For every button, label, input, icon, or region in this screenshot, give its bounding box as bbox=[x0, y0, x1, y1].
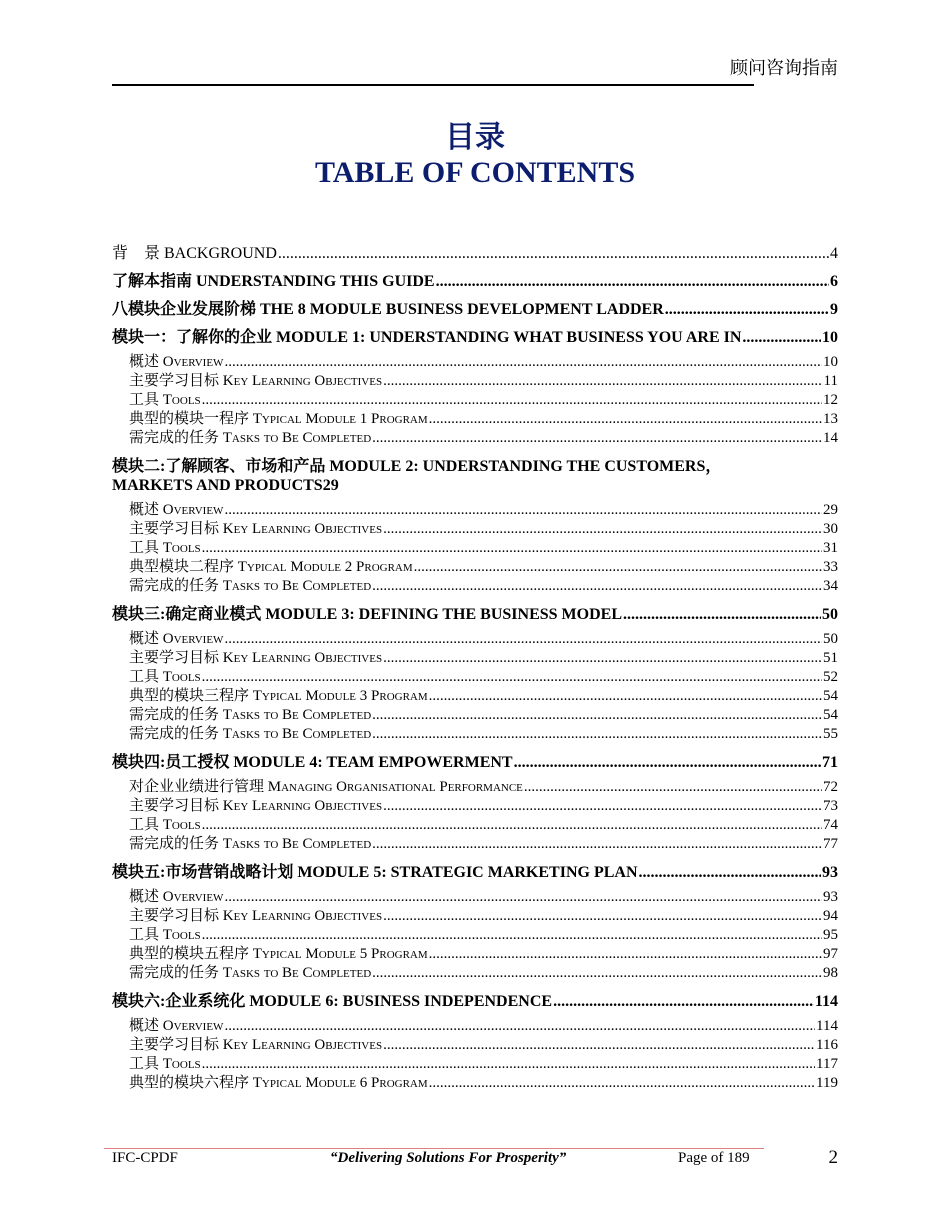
toc-subentry[interactable] bbox=[112, 1074, 838, 1093]
dot-leader bbox=[372, 706, 822, 725]
toc-title-en: TABLE OF CONTENTS bbox=[314, 156, 636, 189]
subentry-label-cn: 典型模块二程序 bbox=[129, 559, 238, 575]
subentry-page: 114 bbox=[816, 1018, 838, 1034]
dot-leader bbox=[553, 992, 814, 1011]
toc-subentry[interactable] bbox=[112, 687, 838, 706]
toc-subentry[interactable] bbox=[112, 630, 838, 649]
toc-entry-label: 模块四:员工授权 MODULE 4: TEAM EMPOWERMENT bbox=[112, 754, 513, 771]
dot-leader bbox=[224, 630, 822, 649]
subentry-label-en: Managing Organisational Performance bbox=[267, 779, 523, 795]
subentry-label-cn: 主要学习目标 bbox=[129, 373, 223, 389]
subentry-label-en: Tools bbox=[162, 540, 201, 556]
subentry-label-en: Key Learning Objectives bbox=[222, 1037, 383, 1053]
toc-subentry[interactable] bbox=[112, 778, 838, 797]
dot-leader bbox=[278, 244, 829, 263]
dot-leader bbox=[224, 353, 822, 372]
dot-leader bbox=[524, 778, 822, 797]
subentry-label-en: Tools bbox=[162, 1056, 201, 1072]
subentry-page: 55 bbox=[823, 726, 838, 742]
footer-page-label: Page of 189 bbox=[678, 1150, 750, 1166]
toc-subentry[interactable] bbox=[112, 353, 838, 372]
toc-entry-label: 了解本指南 UNDERSTANDING THIS GUIDE bbox=[112, 273, 435, 290]
subentry-label-cn: 主要学习目标 bbox=[129, 521, 223, 537]
toc-subentry[interactable] bbox=[112, 964, 838, 983]
subentry-label-en: Overview bbox=[162, 631, 224, 647]
subentry-label-cn: 对企业业绩进行管理 bbox=[129, 779, 268, 795]
subentry-page: 95 bbox=[823, 927, 838, 943]
subentry-label-en: Key Learning Objectives bbox=[222, 373, 383, 389]
subentry-label-cn: 需完成的任务 bbox=[129, 430, 223, 446]
dot-leader bbox=[665, 300, 829, 319]
subentry-page: 13 bbox=[823, 411, 838, 427]
dot-leader bbox=[202, 926, 822, 945]
subentry-label-en: Tools bbox=[162, 817, 201, 833]
subentry-label-en: Typical Module 5 Program bbox=[252, 946, 428, 962]
toc-entry-page: 6 bbox=[830, 273, 838, 290]
toc-subentry[interactable] bbox=[112, 429, 838, 448]
subentry-page: 50 bbox=[823, 631, 838, 647]
toc-entry-ladder[interactable] bbox=[112, 300, 838, 319]
toc-entry-page: 4 bbox=[830, 245, 838, 262]
subentry-label-cn: 典型的模块五程序 bbox=[129, 946, 253, 962]
subentry-label-en: Tasks to Be Completed bbox=[222, 836, 372, 852]
subentry-label-cn: 主要学习目标 bbox=[129, 1037, 223, 1053]
toc-subentry[interactable] bbox=[112, 888, 838, 907]
subentry-label-cn: 需完成的任务 bbox=[129, 726, 223, 742]
dot-leader bbox=[383, 797, 822, 816]
toc-entry-module-1[interactable] bbox=[112, 328, 838, 347]
toc-entry-page: 29 bbox=[322, 477, 339, 494]
subentry-label-cn: 工具 bbox=[129, 392, 163, 408]
subentry-label-cn: 主要学习目标 bbox=[129, 650, 223, 666]
toc-subentry[interactable] bbox=[112, 577, 838, 596]
toc-subentry[interactable] bbox=[112, 539, 838, 558]
subentry-label-en: Key Learning Objectives bbox=[222, 650, 383, 666]
dot-leader bbox=[202, 816, 822, 835]
toc-entry-page: 71 bbox=[822, 754, 838, 771]
dot-leader bbox=[429, 1074, 815, 1093]
subentry-page: 11 bbox=[823, 373, 838, 389]
subentry-label-cn: 主要学习目标 bbox=[129, 908, 223, 924]
footer-org: IFC-CPDF bbox=[112, 1150, 178, 1166]
subentry-label-en: Overview bbox=[162, 354, 224, 370]
subentry-label-en: Tasks to Be Completed bbox=[222, 578, 372, 594]
toc-entry-module-2[interactable] bbox=[112, 457, 838, 495]
toc-subentry[interactable] bbox=[112, 372, 838, 391]
subentry-label-cn: 需完成的任务 bbox=[129, 965, 223, 981]
subentry-page: 116 bbox=[816, 1037, 838, 1053]
subentry-page: 94 bbox=[823, 908, 838, 924]
toc-entry-label-line1: 模块二:了解顾客、市场和产品 MODULE 2: UNDERSTANDING THE CUSTOMERS， bbox=[112, 458, 722, 475]
toc-subentry[interactable] bbox=[112, 1055, 838, 1074]
dot-leader bbox=[414, 558, 822, 577]
subentry-label-en: Tasks to Be Completed bbox=[222, 965, 372, 981]
dot-leader bbox=[383, 1036, 815, 1055]
subentry-label-en: Tools bbox=[162, 669, 201, 685]
subentry-label-en: Overview bbox=[162, 889, 224, 905]
subentry-label-en: Tools bbox=[162, 392, 201, 408]
subentry-page: 117 bbox=[816, 1056, 838, 1072]
toc-entry-label: 八模块企业发展阶梯 THE 8 MODULE BUSINESS DEVELOPMENT LADDER bbox=[112, 301, 664, 318]
subentry-label-en: Typical Module 3 Program bbox=[252, 688, 428, 704]
dot-leader bbox=[224, 888, 822, 907]
toc-module-1-subentries bbox=[112, 353, 838, 448]
toc-entry-page: 114 bbox=[814, 993, 838, 1010]
toc-subentry[interactable] bbox=[112, 410, 838, 429]
toc-entry-label: 模块一：了解你的企业 MODULE 1: UNDERSTANDING WHAT BUSINESS YOU ARE IN bbox=[112, 329, 742, 346]
dot-leader bbox=[383, 649, 822, 668]
dot-leader bbox=[372, 577, 822, 596]
subentry-label-cn: 工具 bbox=[129, 927, 163, 943]
toc-subentry[interactable] bbox=[112, 391, 838, 410]
subentry-page: 29 bbox=[823, 502, 838, 518]
footer-slogan: “Delivering Solutions For Prosperity” bbox=[330, 1150, 567, 1166]
subentry-label-cn: 概述 bbox=[129, 889, 163, 905]
subentry-label-en: Tasks to Be Completed bbox=[222, 707, 372, 723]
subentry-page: 31 bbox=[823, 540, 838, 556]
header-title: 顾问咨询指南 bbox=[730, 58, 838, 78]
subentry-label-en: Tasks to Be Completed bbox=[222, 726, 372, 742]
toc-entry-module-3[interactable] bbox=[112, 605, 838, 624]
toc-subentry[interactable] bbox=[112, 558, 838, 577]
dot-leader bbox=[742, 328, 821, 347]
toc-entry-module-5[interactable] bbox=[112, 863, 838, 882]
header-rule bbox=[112, 84, 754, 86]
dot-leader bbox=[202, 668, 822, 687]
toc-subentry[interactable] bbox=[112, 520, 838, 539]
toc-subentry[interactable] bbox=[112, 649, 838, 668]
subentry-label-en: Key Learning Objectives bbox=[222, 521, 383, 537]
subentry-label-cn: 工具 bbox=[129, 1056, 163, 1072]
dot-leader bbox=[429, 410, 822, 429]
toc-subentry[interactable] bbox=[112, 816, 838, 835]
subentry-label-en: Tools bbox=[162, 927, 201, 943]
dot-leader bbox=[372, 964, 822, 983]
toc-entry-label-line2: MARKETS AND PRODUCTS bbox=[112, 477, 323, 494]
subentry-page: 77 bbox=[823, 836, 838, 852]
toc-subentry[interactable] bbox=[112, 835, 838, 854]
subentry-label-cn: 需完成的任务 bbox=[129, 836, 223, 852]
dot-leader bbox=[623, 605, 821, 624]
footer-rule bbox=[104, 1148, 764, 1149]
dot-leader bbox=[429, 945, 822, 964]
dot-leader bbox=[383, 372, 822, 391]
subentry-page: 14 bbox=[823, 430, 838, 446]
toc-subentry[interactable] bbox=[112, 725, 838, 744]
toc-subentry[interactable] bbox=[112, 1036, 838, 1055]
toc-module-4-subentries bbox=[112, 778, 838, 854]
toc-subentry[interactable] bbox=[112, 1017, 838, 1036]
subentry-page: 73 bbox=[823, 798, 838, 814]
toc-subentry[interactable] bbox=[112, 668, 838, 687]
subentry-label-cn: 主要学习目标 bbox=[129, 798, 223, 814]
subentry-page: 54 bbox=[823, 707, 838, 723]
toc-entry-page: 9 bbox=[830, 301, 838, 318]
toc-entry-page: 50 bbox=[822, 606, 838, 623]
toc-subentry[interactable] bbox=[112, 926, 838, 945]
subentry-page: 33 bbox=[823, 559, 838, 575]
dot-leader bbox=[383, 520, 822, 539]
toc-entry-label: 模块六:企业系统化 MODULE 6: BUSINESS INDEPENDENCE bbox=[112, 993, 553, 1010]
page-number: 2 bbox=[828, 1147, 838, 1168]
toc-module-3-subentries bbox=[112, 630, 838, 744]
subentry-label-en: Typical Module 2 Program bbox=[237, 559, 413, 575]
subentry-label-en: Overview bbox=[162, 502, 224, 518]
subentry-page: 74 bbox=[823, 817, 838, 833]
toc-entry-label: 模块五:市场营销战略计划 MODULE 5: STRATEGIC MARKETING PLAN bbox=[112, 864, 638, 881]
toc-entry-label: 背 景 BACKGROUND bbox=[112, 245, 277, 262]
subentry-label-en: Key Learning Objectives bbox=[222, 908, 383, 924]
subentry-page: 93 bbox=[823, 889, 838, 905]
toc-subentry[interactable] bbox=[112, 501, 838, 520]
subentry-label-en: Key Learning Objectives bbox=[222, 798, 383, 814]
toc-entry-module-4[interactable] bbox=[112, 753, 838, 772]
subentry-page: 34 bbox=[823, 578, 838, 594]
dot-leader bbox=[372, 725, 822, 744]
dot-leader bbox=[639, 863, 821, 882]
subentry-label-cn: 工具 bbox=[129, 817, 163, 833]
subentry-label-cn: 典型的模块六程序 bbox=[129, 1075, 253, 1091]
dot-leader bbox=[202, 539, 822, 558]
dot-leader bbox=[436, 272, 829, 291]
subentry-label-cn: 工具 bbox=[129, 669, 163, 685]
dot-leader bbox=[372, 835, 822, 854]
subentry-page: 119 bbox=[816, 1075, 838, 1091]
toc-subentry[interactable] bbox=[112, 907, 838, 926]
dot-leader bbox=[372, 429, 822, 448]
toc-entry-module-6[interactable] bbox=[112, 992, 838, 1011]
toc-title-cn: 目录 bbox=[445, 121, 505, 154]
subentry-label-cn: 需完成的任务 bbox=[129, 578, 223, 594]
subentry-label-cn: 概述 bbox=[129, 502, 163, 518]
dot-leader bbox=[202, 1055, 815, 1074]
subentry-label-cn: 需完成的任务 bbox=[129, 707, 223, 723]
subentry-page: 30 bbox=[823, 521, 838, 537]
subentry-label-cn: 概述 bbox=[129, 1018, 163, 1034]
toc-subentry[interactable] bbox=[112, 945, 838, 964]
dot-leader bbox=[224, 1017, 815, 1036]
subentry-page: 10 bbox=[823, 354, 838, 370]
subentry-label-cn: 概述 bbox=[129, 354, 163, 370]
dot-leader bbox=[224, 501, 822, 520]
dot-leader bbox=[383, 907, 822, 926]
subentry-label-en: Typical Module 1 Program bbox=[252, 411, 428, 427]
subentry-label-cn: 典型的模块三程序 bbox=[129, 688, 253, 704]
subentry-page: 51 bbox=[823, 650, 838, 666]
subentry-page: 98 bbox=[823, 965, 838, 981]
dot-leader bbox=[514, 753, 821, 772]
toc-subentry[interactable] bbox=[112, 706, 838, 725]
table-of-contents bbox=[112, 244, 838, 1093]
dot-leader bbox=[429, 687, 822, 706]
toc-entry-guide[interactable] bbox=[112, 272, 838, 291]
toc-entry-page: 10 bbox=[822, 329, 838, 346]
subentry-page: 52 bbox=[823, 669, 838, 685]
subentry-label-cn: 典型的模块一程序 bbox=[129, 411, 253, 427]
subentry-page: 12 bbox=[823, 392, 838, 408]
dot-leader bbox=[202, 391, 822, 410]
subentry-label-en: Overview bbox=[162, 1018, 224, 1034]
subentry-label-cn: 工具 bbox=[129, 540, 163, 556]
toc-subentry[interactable] bbox=[112, 797, 838, 816]
subentry-page: 72 bbox=[823, 779, 838, 795]
toc-module-2-subentries bbox=[112, 501, 838, 596]
subentry-page: 54 bbox=[823, 688, 838, 704]
subentry-label-en: Typical Module 6 Program bbox=[252, 1075, 428, 1091]
subentry-label-en: Tasks to Be Completed bbox=[222, 430, 372, 446]
subentry-page: 97 bbox=[823, 946, 838, 962]
toc-module-5-subentries bbox=[112, 888, 838, 983]
toc-entry-label: 模块三:确定商业模式 MODULE 3: DEFINING THE BUSINESS MODEL bbox=[112, 606, 622, 623]
subentry-label-cn: 概述 bbox=[129, 631, 163, 647]
toc-module-6-subentries bbox=[112, 1017, 838, 1093]
toc-entry-page: 93 bbox=[822, 864, 838, 881]
toc-entry-background[interactable] bbox=[112, 244, 838, 263]
